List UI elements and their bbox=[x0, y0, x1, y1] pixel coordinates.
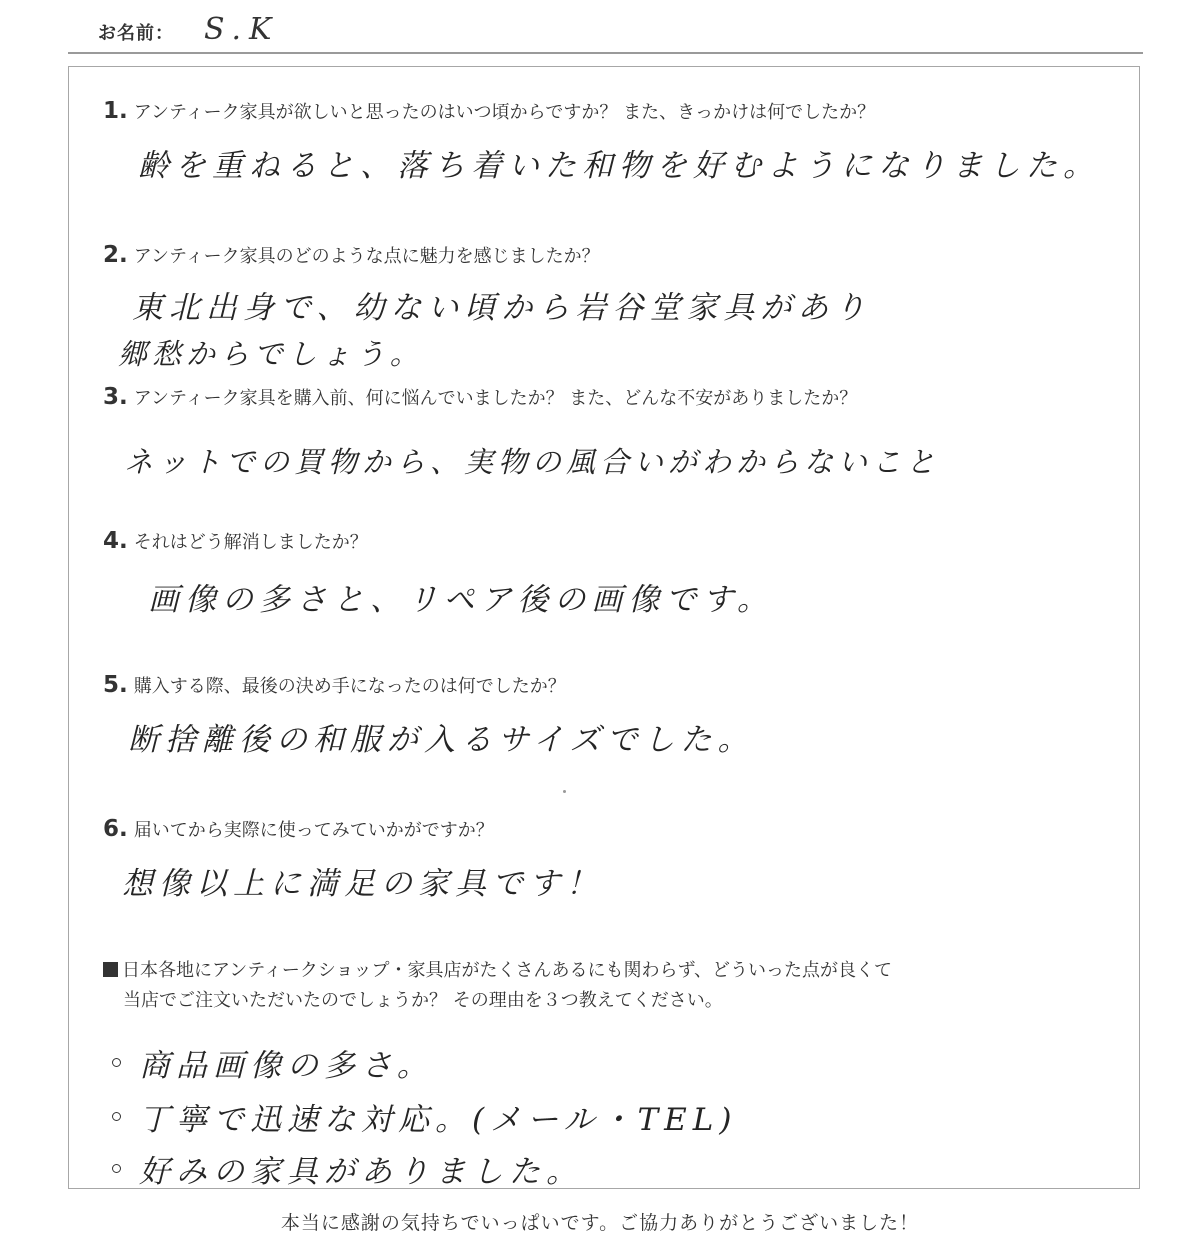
circle-bullet-icon bbox=[112, 1164, 121, 1173]
question-text: 届いてから実際に使ってみていかがですか？ bbox=[133, 820, 494, 841]
answer-1: 齢を重ねると、落ち着いた和物を好むようになりました。 bbox=[138, 148, 1100, 184]
question-4 bbox=[103, 528, 368, 554]
survey-frame bbox=[68, 66, 1140, 1189]
reason-item-3 bbox=[112, 1146, 583, 1191]
question-5 bbox=[103, 672, 566, 698]
question-3 bbox=[103, 384, 857, 410]
question-number: 5. bbox=[103, 672, 128, 698]
square-bullet-icon bbox=[103, 962, 118, 977]
question-text: アンティーク家具を購入前、何に悩んでいましたか？ また、どんな不安がありましたか？ bbox=[133, 388, 858, 409]
reason-text: 好みの家具がありました。 bbox=[139, 1154, 583, 1190]
question-1 bbox=[103, 98, 875, 124]
question-text: 購入する際、最後の決め手になったのは何でしたか？ bbox=[133, 676, 566, 697]
answer-5: 断捨離後の和服が入るサイズでした。 bbox=[128, 722, 755, 758]
reasons-question bbox=[103, 956, 892, 1016]
question-text: それはどう解消しましたか？ bbox=[133, 532, 368, 553]
question-number: 2. bbox=[103, 242, 128, 268]
reasons-question-line-2: 当店でご注文いただいたのでしょうか？ その理由を３つ教えてください。 bbox=[123, 990, 723, 1011]
reason-item-2 bbox=[112, 1094, 737, 1139]
circle-bullet-icon bbox=[112, 1058, 121, 1067]
circle-bullet-icon bbox=[112, 1112, 121, 1121]
question-number: 4. bbox=[103, 528, 128, 554]
reason-text: 商品画像の多さ。 bbox=[139, 1048, 434, 1084]
name-underline bbox=[68, 52, 1143, 54]
reason-text: 丁寧で迅速な対応。(メール・TEL) bbox=[139, 1102, 738, 1138]
answer-4: 画像の多さと、リペア後の画像です。 bbox=[148, 582, 774, 618]
scan-speck bbox=[563, 790, 566, 793]
name-label: お名前： bbox=[98, 23, 174, 44]
reasons-question-line-1: 日本各地にアンティークショップ・家具店がたくさんあるにも関わらず、どういった点が良くて bbox=[122, 960, 893, 981]
question-6 bbox=[103, 816, 494, 842]
answer-3: ネットでの買物から、実物の風合いがわからないこと bbox=[124, 445, 941, 479]
answer-2-line-2: 郷愁からでしょう。 bbox=[118, 337, 424, 371]
name-value: S.K bbox=[204, 12, 280, 47]
question-number: 1. bbox=[103, 98, 128, 124]
thank-you-footer: 本当に感謝の気持ちでいっぱいです。ご協力ありがとうございました！ bbox=[280, 1212, 920, 1234]
question-text: アンティーク家具のどのような点に魅力を感じましたか？ bbox=[133, 246, 600, 267]
question-2 bbox=[103, 242, 600, 268]
reason-item-1 bbox=[112, 1040, 434, 1085]
question-number: 3. bbox=[103, 384, 128, 410]
question-text: アンティーク家具が欲しいと思ったのはいつ頃からですか？ また、きっかけは何でしたか？ bbox=[133, 102, 876, 123]
name-field bbox=[98, 12, 279, 52]
answer-6: 想像以上に満足の家具です！ bbox=[122, 866, 603, 902]
question-number: 6. bbox=[103, 816, 128, 842]
answer-2-line-1: 東北出身で、幼ない頃から岩谷堂家具があり bbox=[132, 290, 872, 326]
